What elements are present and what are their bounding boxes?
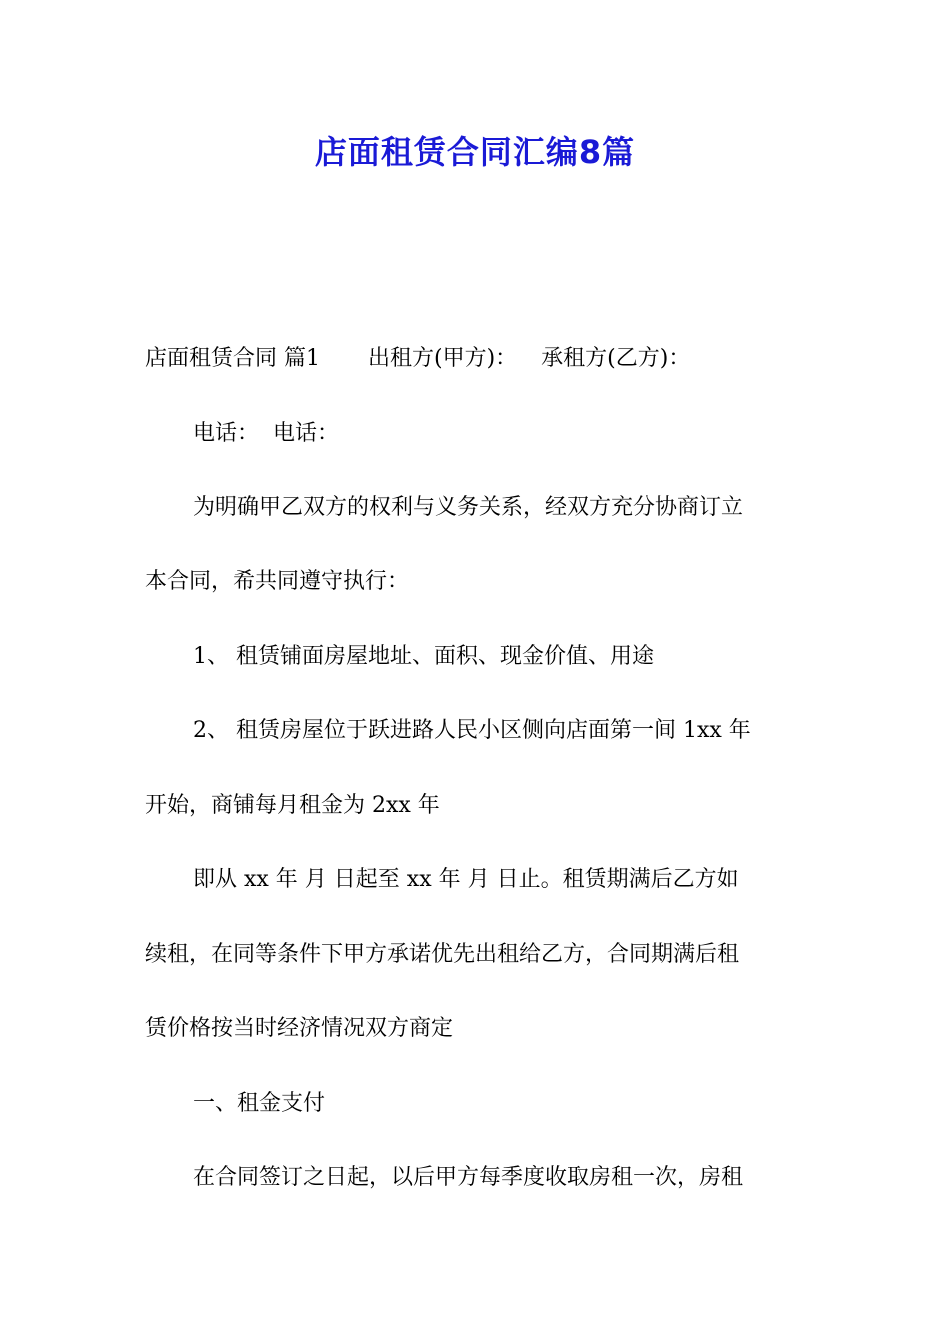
paragraph-line: 即从 xx 年 月 日起至 xx 年 月 日止。租赁期满后乙方如 [193, 867, 739, 892]
document-title: 店面租赁合同汇编8篇 [314, 133, 636, 171]
paragraph-line: 续租，在同等条件下甲方承诺优先出租给乙方，合同期满后租 [145, 942, 740, 967]
paragraph-line: 在合同签订之日起，以后甲方每季度收取房租一次，房租 [193, 1165, 744, 1190]
lessor-label: 出租方(甲方)： [368, 346, 518, 371]
lessee-phone-label: 电话： [273, 421, 340, 446]
clause-1-line: 1、 租赁铺面房屋地址、面积、现金价值、用途 [193, 644, 654, 669]
lessor-phone-label: 电话： [193, 421, 260, 446]
paragraph-line: 开始，商铺每月租金为 2xx 年 [145, 793, 440, 818]
paragraph-line: 赁价格按当时经济情况双方商定 [145, 1016, 454, 1041]
section-heading-rent-payment: 一、租金支付 [193, 1091, 326, 1116]
contract-section-label: 店面租赁合同 篇1 [145, 346, 320, 371]
clause-2-line: 2、 租赁房屋位于跃进路人民小区侧向店面第一间 1xx 年 [193, 718, 751, 743]
paragraph-line: 本合同，希共同遵守执行： [145, 569, 410, 594]
contract-heading-line [145, 344, 690, 374]
phone-line [193, 419, 339, 449]
paragraph-line: 为明确甲乙双方的权利与义务关系，经双方充分协商订立 [193, 495, 744, 520]
lessee-label: 承租方(乙方)： [541, 346, 691, 371]
